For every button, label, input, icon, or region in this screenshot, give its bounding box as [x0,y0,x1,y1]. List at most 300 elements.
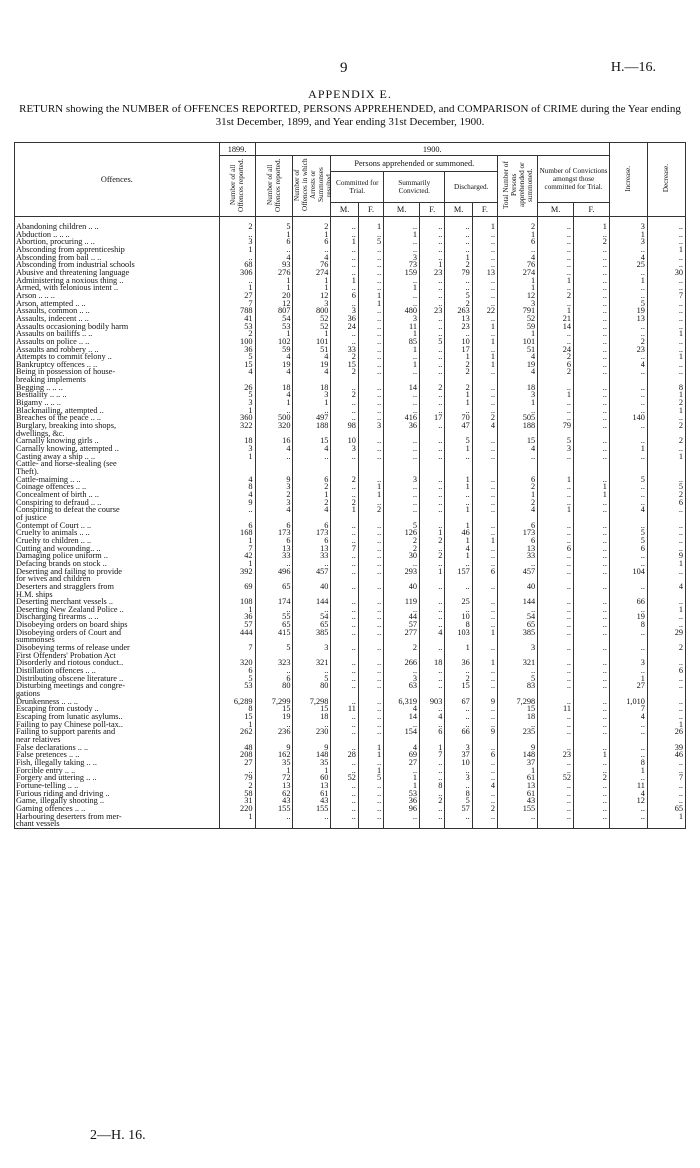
table-cell: 4 [219,368,255,376]
table-cell: .. [420,476,445,484]
table-cell: 457 [498,568,538,576]
table-cell: 31 [219,797,255,805]
table-cell: .. [472,407,497,415]
offence-name: for wives and children [15,575,220,583]
table-cell: .. [538,682,574,690]
table-cell: .. [498,606,538,614]
offence-name: Arson .. .. .. [15,292,220,300]
table-row [15,659,686,667]
offence-name: Discharging firearms .. .. [15,613,220,621]
table-cell: .. [331,667,358,675]
table-cell: .. [472,606,497,614]
table-cell: .. [420,667,445,675]
table-cell: 11 [384,323,420,331]
table-cell: 13 [255,545,293,553]
table-cell: 4 [498,353,538,361]
table-cell: .. [255,246,293,254]
table-cell: 2 [255,491,293,499]
table-cell: .. [420,491,445,499]
table-cell: .. [472,261,497,269]
table-cell: .. [574,667,610,675]
table-cell: .. [358,629,383,637]
table-cell: 9 [472,698,497,706]
table-cell: 1 [472,338,497,346]
table-cell: 35 [293,759,331,767]
table-cell: .. [358,606,383,614]
offence-name: Cruelty to children .. .. [15,537,220,545]
table-cell: .. [420,682,445,690]
table-cell: 65 [498,621,538,629]
table-cell: 3 [331,445,358,453]
table-cell: .. [647,414,685,422]
table-cell: 2 [420,537,445,545]
table-cell: 1 [445,552,472,560]
table-cell: 1 [445,537,472,545]
table-cell: 4 [384,744,420,752]
table-cell: 2 [331,499,358,507]
offence-name: Deserting merchant vessels .. [15,598,220,606]
table-cell: .. [293,667,331,675]
table-cell: .. [358,813,383,821]
offence-name: Carnally knowing, attempted .. [15,445,220,453]
table-cell: .. [420,767,445,775]
table-cell: .. [574,499,610,507]
table-cell: 104 [609,568,647,576]
table-cell: 6,319 [384,698,420,706]
offence-name: Assaults on police .. .. [15,338,220,346]
table-cell: 1 [647,560,685,568]
table-cell: .. [609,453,647,461]
offence-name: Defacing brands on stock .. [15,560,220,568]
table-cell: 53 [384,790,420,798]
table-cell: .. [472,330,497,338]
header-m: M. [445,203,472,217]
table-cell: .. [609,805,647,813]
table-cell: 6 [647,667,685,675]
table-cell: .. [609,728,647,736]
table-cell: 2 [574,238,610,246]
table-cell: 70 [445,414,472,422]
table-cell: .. [420,353,445,361]
table-cell: 4 [647,583,685,591]
table-row [15,323,686,331]
table-cell: .. [420,721,445,729]
table-cell: 1 [219,407,255,415]
table-cell [384,460,420,468]
table-cell: 13 [293,782,331,790]
table-cell: .. [358,790,383,798]
table-row [15,368,686,376]
table-cell: 1 [609,231,647,239]
table-cell: 1 [647,330,685,338]
table-cell: 36 [219,346,255,354]
table-cell: 2 [498,483,538,491]
table-cell: 13 [445,315,472,323]
table-cell: 208 [219,751,255,759]
table-cell: 1 [384,231,420,239]
table-cell: .. [498,407,538,415]
table-cell: 6 [538,361,574,369]
table-cell: 4 [609,506,647,514]
table-cell: 12 [255,300,293,308]
table-cell: .. [647,613,685,621]
table-cell: .. [538,414,574,422]
table-cell: .. [420,621,445,629]
table-cell: 3 [609,238,647,246]
table-cell: 42 [219,552,255,560]
table-row [15,690,686,698]
table-cell: .. [331,300,358,308]
table-cell: 6 [255,238,293,246]
table-cell: 17 [420,414,445,422]
return-title: RETURN showing the NUMBER of OFFENCES REPORTED, PERSONS APPREHENDED, and COMPARISON of CRIME during the Year ending 31st December, 1899, and Year ending 31st December, 1900. [19,103,681,128]
table-cell: .. [331,805,358,813]
table-cell: 24 [331,323,358,331]
table-cell: .. [358,705,383,713]
table-cell: .. [358,414,383,422]
table-cell: .. [358,307,383,315]
table-cell: 1 [384,284,420,292]
table-row [15,575,686,583]
table-cell: 3 [498,644,538,652]
table-cell: .. [420,453,445,461]
table-cell: .. [538,529,574,537]
table-cell: .. [358,399,383,407]
table-cell [574,820,610,828]
table-cell: .. [331,414,358,422]
table-cell: 52 [293,315,331,323]
table-cell: 39 [647,744,685,752]
table-cell: 65 [647,805,685,813]
table-cell: .. [358,545,383,553]
table-cell: 14 [538,323,574,331]
table-cell: 126 [384,529,420,537]
table-cell: .. [538,698,574,706]
table-row [15,591,686,599]
table-cell: .. [609,667,647,675]
table-cell: 7 [219,644,255,652]
table-cell: 2 [498,223,538,231]
table-cell: .. [358,675,383,683]
table-cell: .. [358,682,383,690]
table-cell: .. [472,254,497,262]
offence-name: Absconding from industrial schools [15,261,220,269]
table-cell: .. [647,338,685,346]
offence-name: Gaming offences .. .. [15,805,220,813]
table-cell: .. [331,698,358,706]
table-row [15,300,686,308]
table-cell: 3 [293,300,331,308]
offence-name: near relatives [15,736,220,744]
table-cell: 173 [293,529,331,537]
table-cell: .. [647,307,685,315]
table-cell: 263 [445,307,472,315]
table-cell: .. [472,583,497,591]
table-cell: .. [384,499,420,507]
offence-name: Failing to pay Chinese poll-tax.. [15,721,220,729]
table-cell: .. [358,613,383,621]
table-cell: 66 [609,598,647,606]
table-cell: .. [574,277,610,285]
table-cell: .. [358,537,383,545]
table-cell: 69 [384,751,420,759]
table-cell: .. [574,568,610,576]
table-cell: 14 [384,713,420,721]
table-cell: .. [358,384,383,392]
table-cell: 4 [255,391,293,399]
table-cell: 7 [420,751,445,759]
table-cell: .. [609,774,647,782]
table-cell: .. [384,453,420,461]
table-cell: .. [574,728,610,736]
table-cell: 6 [420,728,445,736]
table-cell: 1 [498,491,538,499]
table-row [15,399,686,407]
table-cell: .. [472,713,497,721]
table-cell: 4 [255,368,293,376]
table-cell: 1 [647,246,685,254]
table-cell: 3 [445,744,472,752]
offence-name: Carnally knowing girls .. [15,437,220,445]
table-cell [293,820,331,828]
table-cell: .. [647,323,685,331]
table-cell: .. [538,284,574,292]
table-cell: 10 [445,338,472,346]
table-cell: 1 [498,399,538,407]
table-cell: 174 [255,598,293,606]
table-cell: .. [538,491,574,499]
table-cell: .. [472,522,497,530]
table-cell: 500 [255,414,293,422]
table-cell: .. [420,231,445,239]
table-cell: 5 [255,223,293,231]
table-cell: 8 [647,384,685,392]
table-cell: 1 [538,476,574,484]
table-cell: .. [472,529,497,537]
table-cell: .. [358,391,383,399]
table-cell: 1 [293,330,331,338]
table-cell: .. [293,453,331,461]
table-cell: .. [384,246,420,254]
header-decrease: Decrease. [647,143,685,217]
table-cell: 1 [445,391,472,399]
table-cell: .. [420,246,445,254]
table-cell: .. [472,560,497,568]
table-cell: .. [445,499,472,507]
table-cell: .. [293,560,331,568]
table-cell: .. [574,659,610,667]
table-cell: 51 [293,346,331,354]
offence-name: gations [15,690,220,698]
table-cell: .. [472,399,497,407]
table-cell: 235 [498,728,538,736]
table-cell [420,460,445,468]
table-cell: 6 [472,751,497,759]
table-cell: 15 [331,361,358,369]
table-cell: 1 [255,767,293,775]
table-cell: 60 [293,774,331,782]
table-cell: .. [647,598,685,606]
table-cell: 2 [574,774,610,782]
table-cell: 28 [331,751,358,759]
table-cell: .. [420,422,445,430]
table-cell: 4 [609,790,647,798]
offence-name: Disobeying terms of release under [15,644,220,652]
table-cell: .. [420,254,445,262]
table-row [15,407,686,415]
table-cell: .. [358,782,383,790]
table-cell: 5 [498,675,538,683]
table-cell: .. [331,246,358,254]
table-cell: .. [384,407,420,415]
table-cell: 306 [219,269,255,277]
table-cell: .. [358,437,383,445]
offence-name: dwellings, &c. [15,430,220,438]
table-cell: 1 [538,391,574,399]
table-cell: 103 [445,629,472,637]
table-cell: .. [647,568,685,576]
table-cell: 1 [219,721,255,729]
offence-name: Bankruptcy offences .. .. [15,361,220,369]
table-row [15,813,686,821]
table-cell: .. [538,598,574,606]
table-cell: 1 [445,254,472,262]
table-cell: .. [255,606,293,614]
table-cell: .. [420,499,445,507]
table-cell: 26 [647,728,685,736]
table-cell: .. [647,223,685,231]
table-cell: 2 [331,476,358,484]
table-cell: .. [647,368,685,376]
table-cell: .. [498,813,538,821]
table-cell: .. [609,483,647,491]
offence-name: Deserting New Zealand Police .. [15,606,220,614]
table-cell: .. [445,453,472,461]
table-cell: .. [472,682,497,690]
table-cell: 54 [498,613,538,621]
table-cell: .. [358,728,383,736]
table-cell: 293 [384,568,420,576]
table-cell: 3 [498,391,538,399]
table-cell: 2 [331,353,358,361]
table-cell: 1 [609,675,647,683]
table-cell: 72 [255,774,293,782]
table-cell: 10 [445,759,472,767]
table-cell: 4 [293,368,331,376]
table-cell: 5 [445,292,472,300]
table-cell [358,460,383,468]
table-cell: .. [384,606,420,614]
table-cell: .. [472,391,497,399]
table-cell: 2 [445,384,472,392]
table-cell: 93 [255,261,293,269]
table-cell: .. [538,238,574,246]
table-cell: .. [574,231,610,239]
table-cell: 2 [538,353,574,361]
table-cell: 1 [472,659,497,667]
table-cell: 1 [445,506,472,514]
table-cell: 19 [293,361,331,369]
header-reported-1899: Number of all Offences reported. [219,156,255,217]
table-cell: 79 [219,774,255,782]
table-cell: 323 [255,659,293,667]
table-cell: 46 [445,529,472,537]
table-cell: .. [472,491,497,499]
offence-name: Escaping from lunatic asylums.. [15,713,220,721]
table-cell: .. [472,759,497,767]
table-cell: .. [384,300,420,308]
table-row [15,797,686,805]
table-cell: .. [331,407,358,415]
table-cell: .. [472,813,497,821]
table-cell: 19 [255,361,293,369]
table-cell: .. [420,606,445,614]
header-f: F. [358,203,383,217]
table-cell: .. [420,323,445,331]
table-cell: 6 [293,537,331,545]
table-cell: 157 [445,568,472,576]
table-cell: .. [358,368,383,376]
table-row [15,346,686,354]
table-cell: .. [384,721,420,729]
table-cell: .. [358,805,383,813]
table-cell: .. [647,675,685,683]
table-cell: .. [331,721,358,729]
table-cell: 2 [538,368,574,376]
table-cell: 4 [420,713,445,721]
table-cell: .. [574,545,610,553]
table-cell: .. [420,613,445,621]
table-cell: 1 [420,744,445,752]
table-cell: 1 [498,330,538,338]
table-cell: .. [384,483,420,491]
table-cell: 6 [331,292,358,300]
table-cell: 54 [255,315,293,323]
table-cell: .. [445,560,472,568]
table-cell: 415 [255,629,293,637]
table-cell: 52 [538,774,574,782]
table-cell: .. [358,698,383,706]
table-cell: 4 [384,705,420,713]
offences-table [14,142,686,829]
table-cell: .. [420,445,445,453]
table-cell: .. [420,277,445,285]
table-cell [609,820,647,828]
table-cell: 154 [384,728,420,736]
table-cell: .. [420,437,445,445]
table-cell [255,820,293,828]
table-cell: 4 [498,254,538,262]
table-cell: .. [420,346,445,354]
table-cell: .. [358,759,383,767]
table-cell: 1 [358,483,383,491]
table-cell [384,820,420,828]
table-cell: 25 [609,261,647,269]
table-cell: 4 [472,422,497,430]
table-cell: 360 [219,414,255,422]
table-cell: 6 [498,537,538,545]
offence-name: Attempts to commit felony .. [15,353,220,361]
table-cell: .. [538,246,574,254]
table-cell: .. [420,292,445,300]
table-cell: .. [538,813,574,821]
table-cell: .. [538,560,574,568]
table-cell: .. [384,292,420,300]
table-cell: 276 [255,269,293,277]
table-cell: .. [472,315,497,323]
table-cell: 416 [384,414,420,422]
table-cell: 6 [498,238,538,246]
